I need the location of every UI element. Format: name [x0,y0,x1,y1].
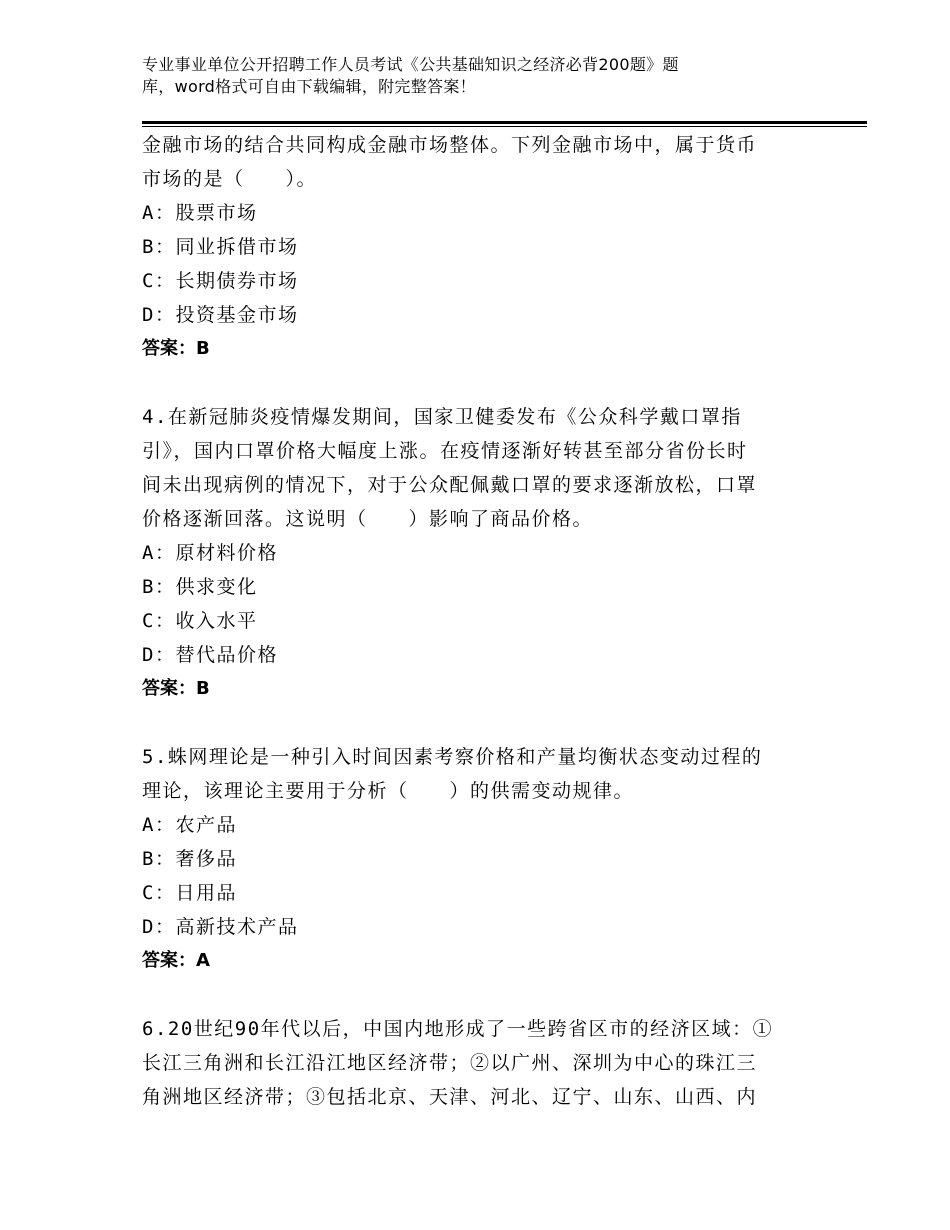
question-6 [142,1012,842,1114]
question-stem-line: 角洲地区经济带；③包括北京、天津、河北、辽宁、山东、山西、内 [142,1086,758,1108]
question-5 [142,740,842,978]
question-stem-line: 价格逐渐回落。这说明（ ）影响了商品价格。 [142,508,594,530]
option-b: B：供求变化 [142,576,258,598]
question-stem-line: 理论，该理论主要用于分析（ ）的供需变动规律。 [142,780,635,802]
question-3 [142,128,842,366]
question-stem-line: 4.在新冠肺炎疫情爆发期间，国家卫健委发布《公众科学戴口罩指 [142,406,742,428]
question-4 [142,400,842,706]
answer-label: 答案：A [142,950,210,971]
question-stem-line: 金融市场的结合共同构成金融市场整体。下列金融市场中，属于货币 [142,134,758,156]
option-a: A：农产品 [142,814,237,836]
document-body [142,128,842,1114]
option-a: A：股票市场 [142,202,258,224]
header-line-1: 专业事业单位公开招聘工作人员考试《公共基础知识之经济必背200题》题 [142,55,679,74]
answer-label: 答案：B [142,338,210,359]
question-stem-line: 市场的是（ ）。 [142,168,318,190]
option-c: C：日用品 [142,882,237,904]
header-divider-thick [142,121,867,124]
option-c: C：长期债券市场 [142,270,299,292]
option-b: B：奢侈品 [142,848,237,870]
answer-label: 答案：B [142,678,210,699]
option-c: C：收入水平 [142,610,258,632]
header-divider-thin [142,126,867,127]
spacer [142,366,842,400]
option-d: D：高新技术产品 [142,916,299,938]
question-stem-line: 6.20世纪90年代以后，中国内地形成了一些跨省区市的经济区域：① [142,1018,774,1040]
option-b: B：同业拆借市场 [142,236,299,258]
document-header [142,54,782,98]
option-d: D：替代品价格 [142,644,278,666]
question-stem-line: 长江三角洲和长江沿江地区经济带；②以广州、深圳为中心的珠江三 [142,1052,758,1074]
option-a: A：原材料价格 [142,542,278,564]
question-stem-line: 引》，国内口罩价格大幅度上涨。在疫情逐渐好转甚至部分省份长时 [142,440,748,462]
spacer [142,978,842,1012]
question-stem-line: 间未出现病例的情况下，对于公众配佩戴口罩的要求逐渐放松，口罩 [142,474,758,496]
option-d: D：投资基金市场 [142,304,299,326]
question-stem-line: 5.蛛网理论是一种引入时间因素考察价格和产量均衡状态变动过程的 [142,746,763,768]
header-line-2: 库，word格式可自由下载编辑，附完整答案！ [142,77,476,96]
spacer [142,706,842,740]
